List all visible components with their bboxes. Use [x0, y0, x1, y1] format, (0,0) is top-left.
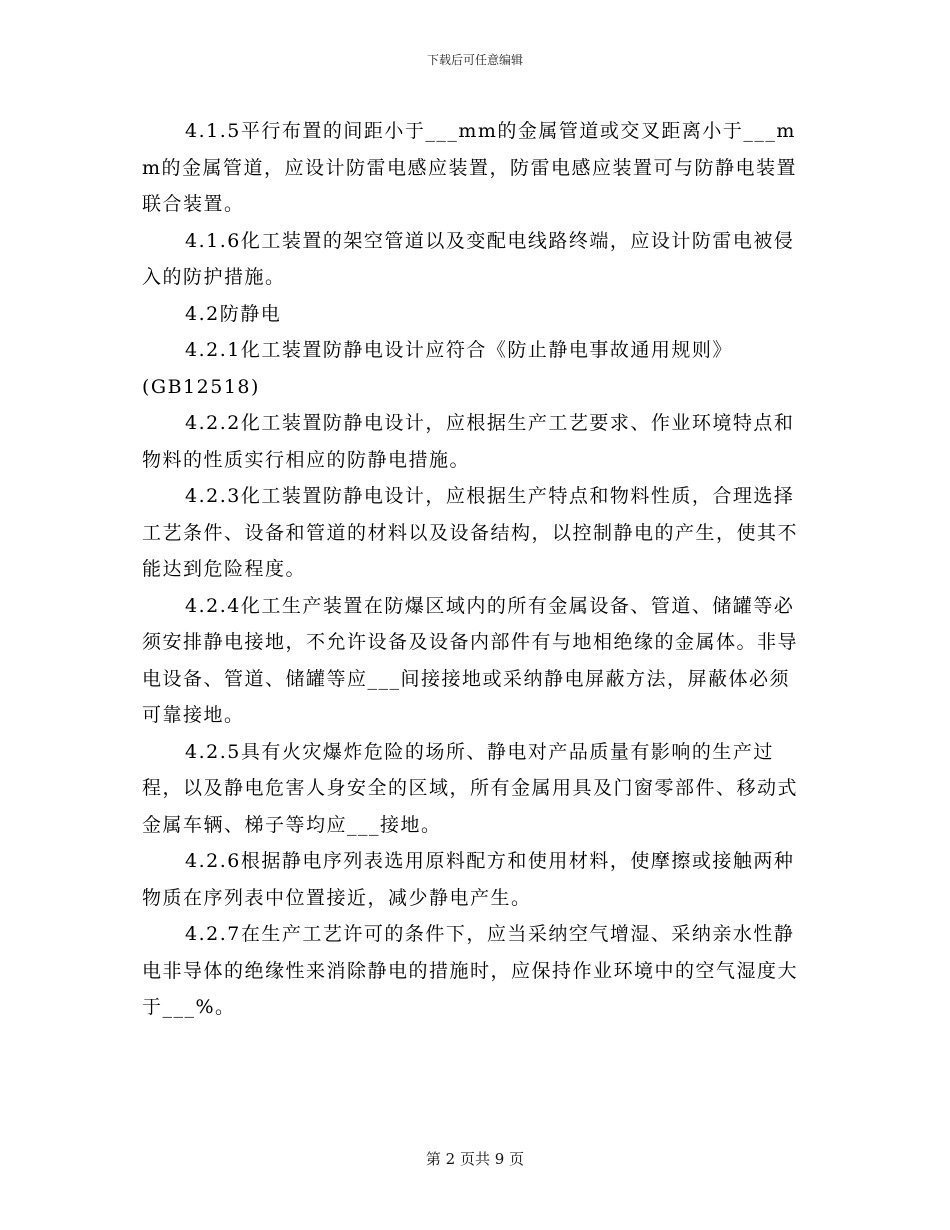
paragraph-4-2-2: 4.2.2化工装置防静电设计，应根据生产工艺要求、作业环境特点和物料的性质实行相应的防静电措施。 — [142, 412, 795, 471]
section-heading-4-2: 4.2防静电 — [185, 302, 282, 325]
page-number-footer: 第 2 页共 9 页 — [425, 1150, 525, 1168]
paragraph-4-2-3: 4.2.3化工装置防静电设计，应根据生产特点和物料性质，合理选择工艺条件、设备和管道的材料以及设备结构，以控制静电的产生，使其不能达到危险程度。 — [142, 485, 799, 580]
paragraph-4-2-6: 4.2.6根据静电序列表选用原料配方和使用材料，使摩擦或接触两种物质在序列表中位置接近，减少静电产生。 — [142, 850, 795, 909]
paragraph-4-2-5: 4.2.5具有火灾爆炸危险的场所、静电对产品质量有影响的生产过程，以及静电危害人身安全的区域，所有金属用具及门窗零部件、移动式金属车辆、梯子等均应___接地。 — [142, 740, 799, 836]
page-header: 下载后可任意编辑 — [426, 53, 523, 67]
paragraph-4-1-5: 4.1.5平行布置的间距小于___mm的金属管道或交叉距离小于___mm的金属管道，应设计防雷电感应装置，防雷电感应装置可与防静电装置联合装置。 — [142, 120, 798, 215]
paragraph-4-2-1-standard-code: (GB12518) — [142, 375, 260, 398]
paragraph-4-2-4: 4.2.4化工生产装置在防爆区域内的所有金属设备、管道、储罐等必须安排静电接地，不允许设备及设备内部件有与地相绝缘的金属体。非导电设备、管道、储罐等应___间接接地或采纳静电屏蔽方法，屏蔽体必须可靠接地。 — [142, 594, 799, 726]
paragraph-4-2-7: 4.2.7在生产工艺许可的条件下，应当采纳空气增湿、采纳亲水性静电非导体的绝缘性来消除静电的措施时，应保持作业环境中的空气湿度大于___%。 — [142, 923, 799, 1018]
paragraph-4-2-1: 4.2.1化工装置防静电设计应符合《防止静电事故通用规则》 — [185, 339, 733, 361]
paragraph-4-1-6: 4.1.6化工装置的架空管道以及变配电线路终端，应设计防雷电被侵入的防护措施。 — [142, 229, 795, 288]
document-body — [142, 113, 810, 1026]
